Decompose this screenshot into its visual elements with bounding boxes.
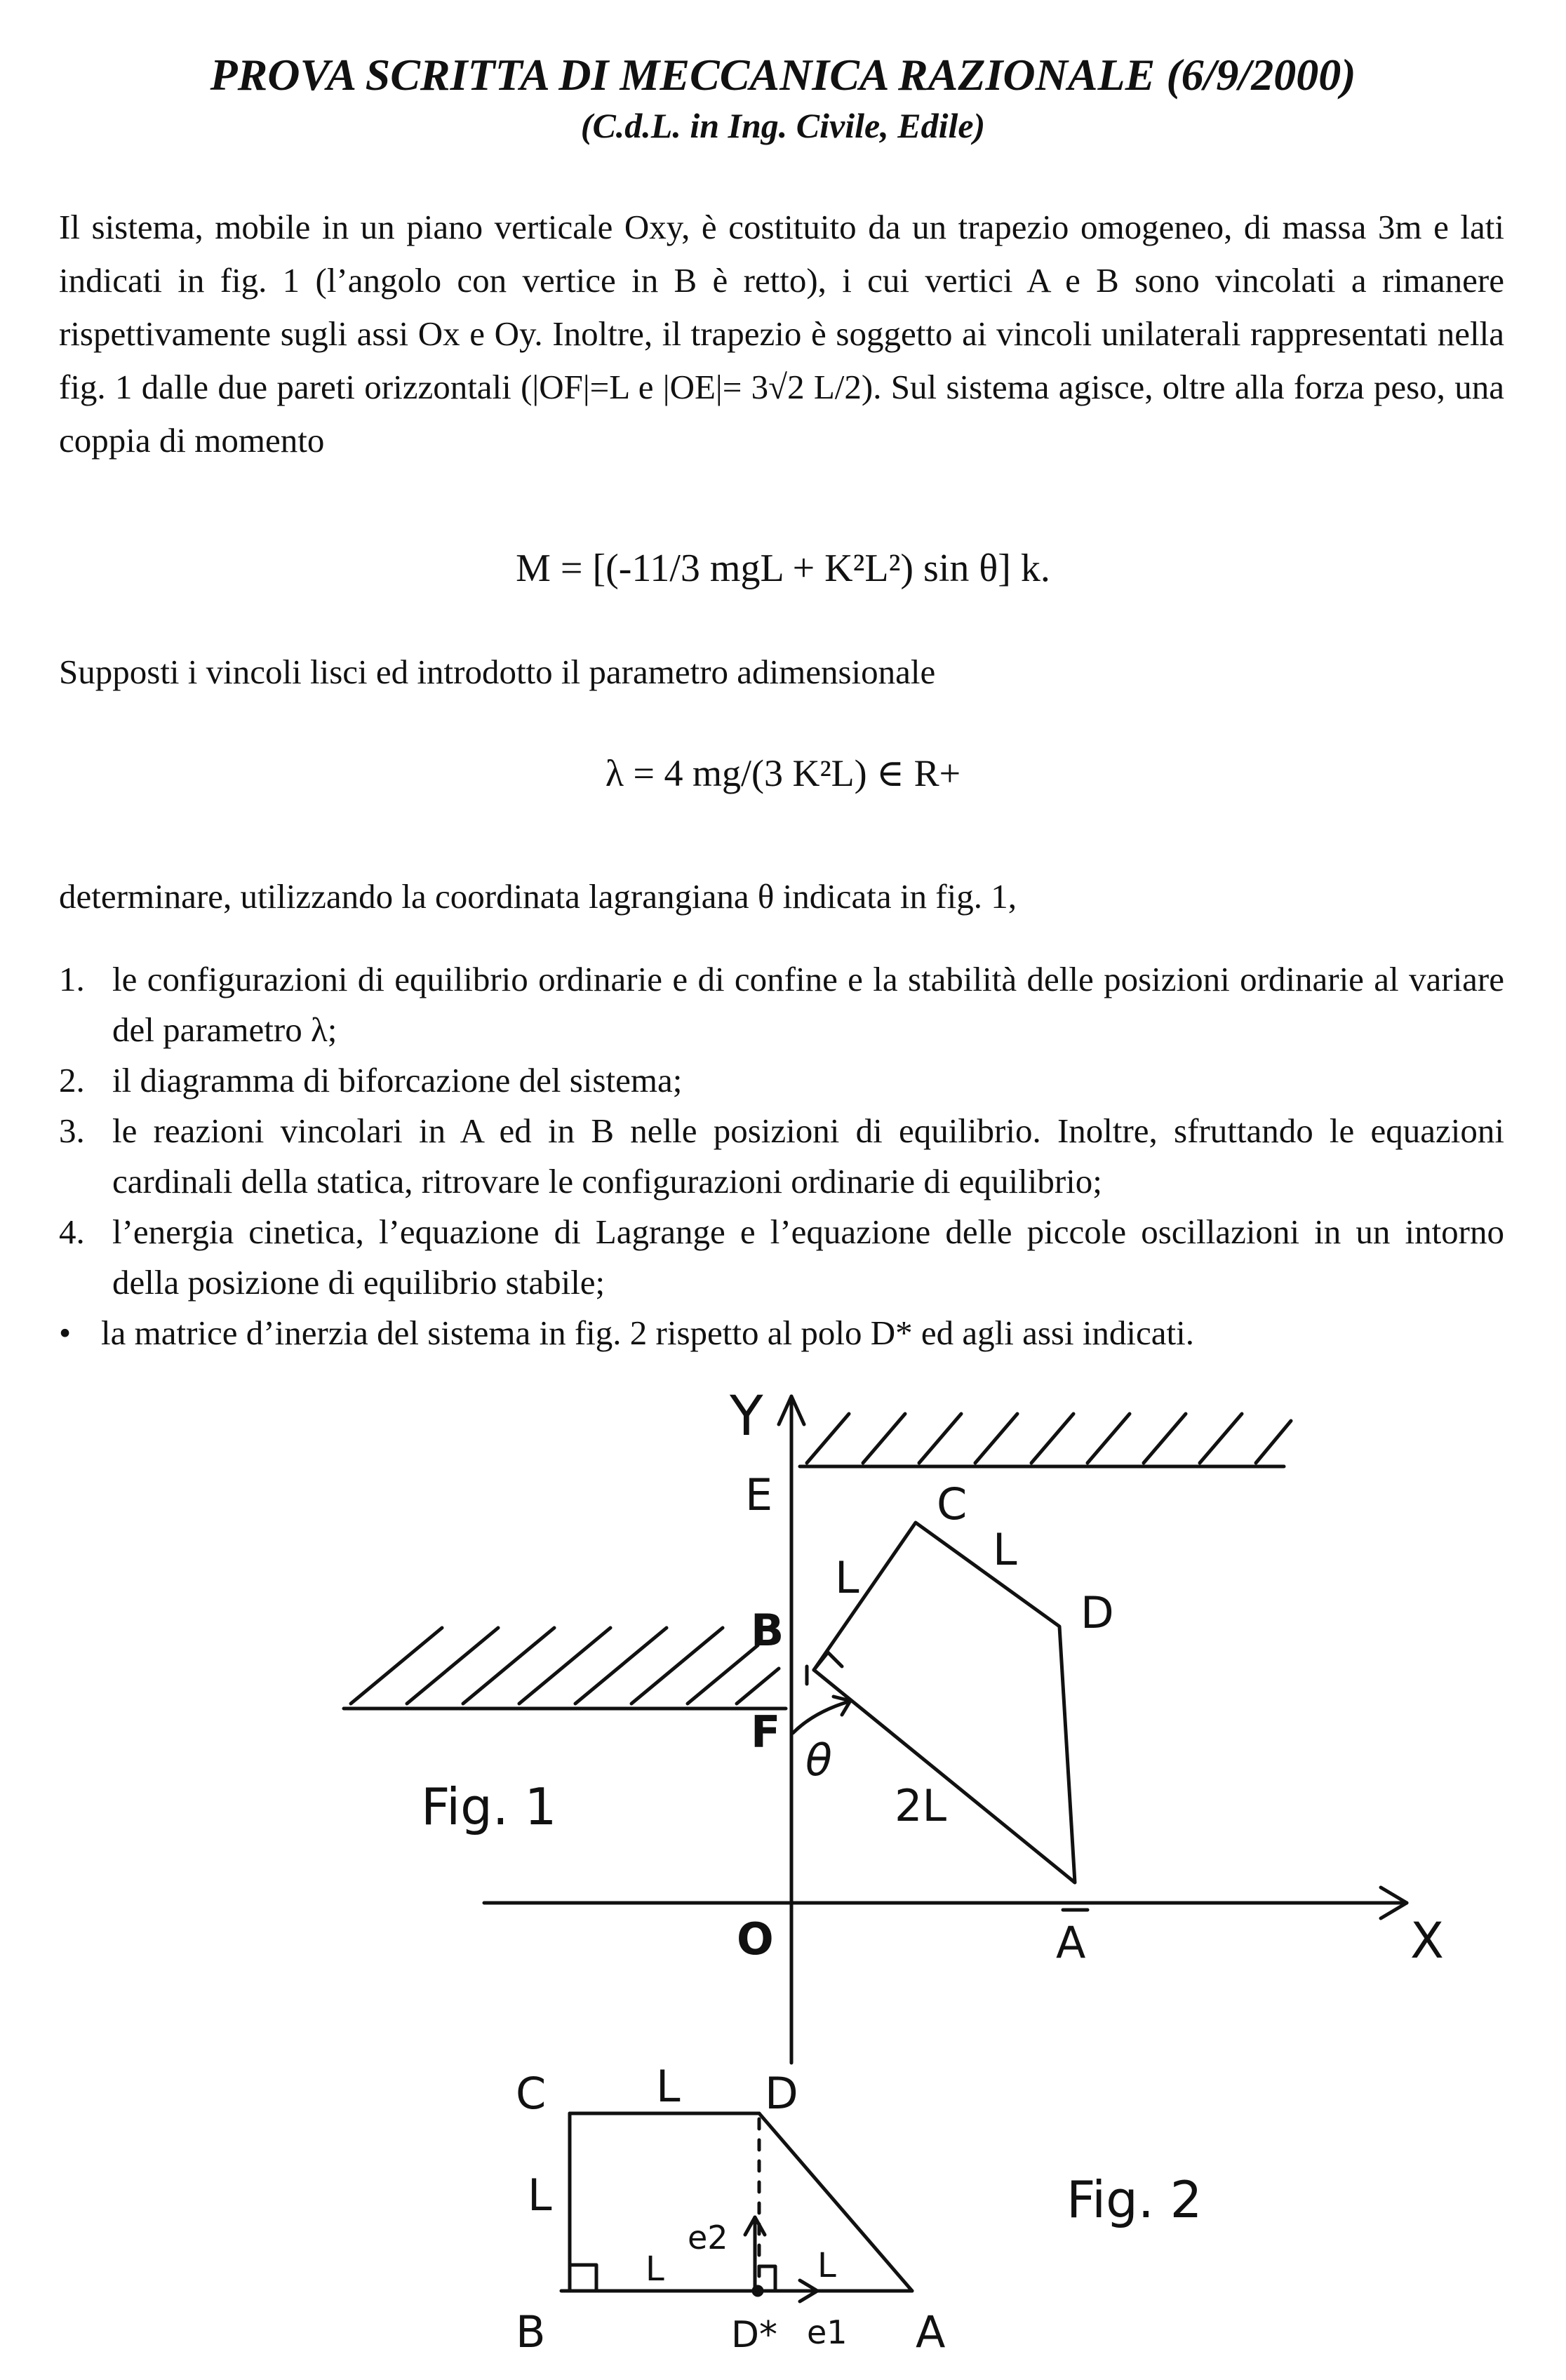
upper-wall-hatch	[807, 1414, 1291, 1463]
fig2-point-c: C	[516, 2068, 547, 2119]
figure-1	[344, 1396, 1407, 2063]
task-marker: 1.	[59, 960, 85, 998]
fig1-side-cd-label: L	[993, 1524, 1017, 1575]
fig2-e2-label: e2	[688, 2219, 728, 2257]
fig1-caption: Fig. 1	[421, 1777, 557, 1836]
fig1-point-c: C	[937, 1478, 968, 1530]
fig1-point-d: D	[1080, 1587, 1114, 1638]
task-text: la matrice d’inerzia del sistema in fig. 2 rispetto al polo D* ed agli assi indicati.	[101, 1313, 1195, 1352]
figure-2	[561, 2113, 912, 2301]
exam-title: PROVA SCRITTA DI MECCANICA RAZIONALE (6/9/2000)	[210, 50, 1356, 100]
moment-formula: M = [(-11/3 mgL + K²L²) sin θ] k.	[516, 547, 1050, 590]
fig1-point-e: E	[745, 1469, 773, 1520]
fig2-left-side-label: L	[528, 2170, 552, 2221]
fig2-bottom-left-label: L	[645, 2249, 664, 2289]
task-text: le reazioni vincolari in A ed in B nelle posizioni di equilibrio. Inoltre, sfruttando le equazioni cardinali della statica, ritrovare le configurazioni ordinarie di equilibrio;	[112, 1111, 1504, 1201]
task-marker: 2.	[59, 1061, 85, 1099]
task-text: le configurazioni di equilibrio ordinarie e di confine e la stabilità delle posizioni ordinarie al variare del parametro λ;	[112, 960, 1504, 1049]
fig2-top-side-label: L	[656, 2061, 681, 2112]
lower-wall-hatch	[351, 1628, 779, 1704]
task-marker: 4.	[59, 1212, 85, 1251]
theta-arc	[793, 1702, 849, 1733]
fig1-axis-y-label: Y	[730, 1385, 763, 1448]
fig1-side-ba-label: 2L	[895, 1780, 946, 1831]
task-text: l’energia cinetica, l’equazione di Lagrange e l’equazione delle piccole oscillazioni in un intorno della posizione di equilibrio stabile;	[112, 1212, 1504, 1302]
task-bullet: •	[59, 1313, 72, 1352]
fig2-caption: Fig. 2	[1066, 2170, 1203, 2229]
fig2-point-a: A	[916, 2306, 946, 2358]
lambda-formula: λ = 4 mg/(3 K²L) ∈ R+	[605, 752, 961, 794]
task-marker: 3.	[59, 1111, 85, 1150]
fig2-point-d: D	[765, 2068, 798, 2119]
dstar-point	[754, 2287, 762, 2295]
fig1-point-b: B	[751, 1605, 784, 1656]
fig1-axis-x-label: X	[1410, 1912, 1444, 1970]
assumption-text: Supposti i vincoli lisci ed introdotto il parametro adimensionale	[59, 653, 936, 691]
task-text: il diagramma di biforcazione del sistema;	[112, 1061, 683, 1099]
fig1-point-f: F	[751, 1706, 781, 1758]
fig1-side-bc-label: L	[835, 1552, 859, 1603]
fig1-point-a: A	[1056, 1917, 1086, 1968]
fig1-origin-label: O	[737, 1913, 774, 1965]
fig2-point-dstar: D*	[731, 2314, 778, 2356]
fig2-right-angle-b	[570, 2265, 596, 2291]
problem-intro: Il sistema, mobile in un piano verticale Oxy, è costituito da un trapezio omogeneo, di massa 3m e lati indicati in fig. 1 (l’angolo con vertice in B è retto), i cui vertici A e B sono vincolati a rimanere rispettivamente sugli assi Ox e Oy. Inoltre, il trapezio è soggetto ai vincoli unilaterali rappresentati nella fig. 1 dalle due pareti orizzontali (|OF|=L e |OE|= 3√2 L/2). Sul sistema agisce, oltre alla forza peso, una coppia di momento	[59, 208, 1504, 460]
task-intro: determinare, utilizzando la coordinata lagrangiana θ indicata in fig. 1,	[59, 877, 1017, 916]
fig2-bottom-right-label: L	[817, 2246, 836, 2285]
exam-subtitle: (C.d.L. in Ing. Civile, Edile)	[580, 106, 986, 145]
fig2-point-b: B	[516, 2306, 546, 2358]
fig2-e1-label: e1	[807, 2313, 848, 2351]
fig1-theta-label: θ	[805, 1734, 832, 1786]
